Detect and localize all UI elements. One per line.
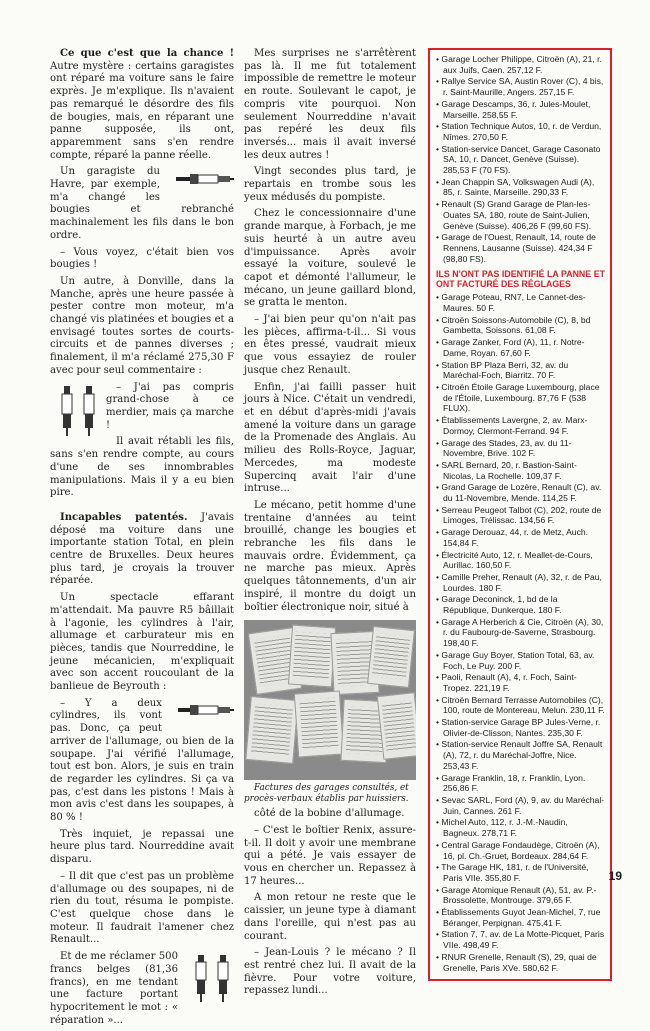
spark-plug-illustration bbox=[168, 702, 234, 723]
paragraph: Un spectacle effarant m'attendait. Ma pauvre R5 bâillait à l'agonie, les cylindres à l'air, allumage et carburateur mis en pièces, tandis que Nourreddine, le jeune mécanicien, m'expliquait avec son accent roucoulant de la banlieue de Beyrouth : bbox=[50, 592, 234, 693]
article-column-1 bbox=[50, 48, 234, 1031]
garage-list-item: • Renault (S) Grand Garage de Plan-les-Ouates SA, 180, route de Saint-Julien, Genève (Suisse). 406,26 F (99,60 FS). bbox=[436, 199, 592, 231]
garage-list-item: • Station BP Plaza Berri, 32, av. du Maréchal-Foch, Biarritz. 70 F. bbox=[436, 359, 569, 381]
garage-list-item: • Station-service Renault Joffre SA, Renault (A), 72, r. du Maréchal-Joffre, Nice. 253,43 F. bbox=[436, 739, 603, 771]
spark-plugs-illustration bbox=[184, 955, 234, 1008]
garage-list-item: • Paoli, Renault (A), 4, r. Foch, Saint-Tropez. 221,19 F. bbox=[436, 672, 577, 693]
garage-list-item: • Station 7, 7, av. de La Motte-Picquet, Paris VIIe. 498,49 F. bbox=[436, 929, 605, 951]
garage-list-item: • Serreau Peugeot Talbot (C), 202, route de Limoges, Trélissac. 134,56 F. bbox=[436, 504, 602, 526]
garage-list-item: • Électricité Auto, 12, r. Meallet-de-Cours, Aurillac. 160,50 F. bbox=[436, 549, 593, 571]
garage-list-item: • Camille Preher, Renault (A), 32, r. de Pau, Lourdes. 180 F. bbox=[436, 571, 602, 593]
garage-list-item: • Michel Auto, 112, r. J.-M.-Naudin, Bagneux. 278,71 F. bbox=[436, 817, 568, 839]
garage-list-item: • SARL Bernard, 20, r. Bastion-Saint-Nicolas, La Rochelle. 109,37 F. bbox=[436, 459, 577, 481]
garage-list-item: • Garage Guy Boyer, Station Total, 63, av. Foch, Le Puy. 200 F. bbox=[436, 649, 595, 671]
paragraph-text: Et de me réclamer 500 francs belges (81,36 francs), en me tendant une facture portant hypocritement le mot : « réparation »... bbox=[50, 951, 178, 1026]
garage-list-item: • Garage Derouaz, 44, r. de Metz, Auch. 154,84 F. bbox=[436, 527, 589, 548]
garage-list-item: • Garage Descamps, 36, r. Jules-Moulet, Marseille. 258,55 F. bbox=[436, 98, 591, 120]
garage-list-item: • Central Garage Fondaudège, Citroën (A), 16, pl. Ch.-Gruet, Bordeaux. 284,64 F. bbox=[436, 839, 600, 861]
page-number: 19 bbox=[608, 869, 622, 883]
paragraph: Enfin, j'ai failli passer huit jours à Nice. C'était un vendredi, et en début d'après-midi j'avais amené la voiture dans un garage de la Promenade des Anglais. Au milieu des Rolls-Royce, Jaguar, Mercedes, ma modeste Supercinq avait l'air d'une intruse... bbox=[244, 381, 416, 495]
garage-list-item: • Station Technique Autos, 10, r. de Verdun, Nîmes. 270,50 F. bbox=[436, 121, 602, 142]
paragraph: – Jean-Louis ? le mécano ? Il est rentré chez lui. Il avait de la fièvre. Pour votre voiture, repassez lundi... bbox=[244, 947, 416, 997]
box-heading: ILS N'ONT PAS IDENTIFIÉ LA PANNE ET ONT FACTURÉ DES RÉGLAGES bbox=[436, 269, 605, 290]
garage-list-box bbox=[428, 48, 612, 981]
paragraph-text: – Y a deux cylindres, ils vont pas. Donc, ça peut arriver de l'allumage, ou bien de la soupape. J'ai vérifié l'allumage, tout est bon. Alors, je suis en train de regarder les cylindres. Si ça va pas, c'est dans les pistons ! Mais à mon avis c'est dans les soupapes, à 80 % ! bbox=[50, 697, 234, 824]
garage-list-item: • Garage Locher Philippe, Citroën (A), 21, r. aux Juifs, Caen. 257,12 F. bbox=[436, 54, 602, 75]
garage-list-item: • Garage Poteau, RN7, Le Cannet-des-Maures. 50 F. bbox=[436, 292, 586, 314]
paragraph: Il avait rétabli les fils, sans s'en rendre compte, au cours d'une de ses innombrables manipulations. Mais il y a eu bien pire. bbox=[50, 436, 234, 499]
paragraph-text: – J'ai pas compris grand-chose à ce merdier, mais ça marche ! bbox=[106, 381, 234, 431]
paragraph: Le mécano, petit homme d'une trentaine d'années au teint brouillé, change les bougies et rebranche les fils dans le mauvais ordre. Évidemment, ça ne marche pas mieux. Après quelques tâtonnements, d'un air inspiré, il montre du doigt un boîtier électronique noir, situé à bbox=[244, 499, 416, 613]
garage-list-item: • Garage Franklin, 18, r. Franklin, Lyon. 256,86 F. bbox=[436, 772, 586, 794]
garage-list-item: • Garage Deconinck, 1, bd de la République, Dunkerque. 180 F. bbox=[436, 594, 562, 616]
paragraph bbox=[50, 512, 234, 588]
section-heading: Incapables patentés. bbox=[60, 511, 188, 523]
garage-list-item: • Station-service Garage BP Jules-Verne, r. Olivier-de-Clisson, Nantes. 235,30 F. bbox=[436, 717, 601, 738]
garage-list-item: • Établissements Guyot Jean-Michel, 7, rue Béranger, Perpignan. 475,41 F. bbox=[436, 907, 601, 928]
garage-list-item: • Citroën Étoile Garage Luxembourg, place de l'Étoile, Luxembourg. 87,76 F (538 FLUX). bbox=[436, 381, 600, 414]
invoices-photo bbox=[244, 620, 416, 780]
garage-list-item: • Garage A Herberich & Cie, Citroën (A), 30, r. du Faubourg-de-Saverne, Strasbourg. 198,40 F. bbox=[436, 616, 604, 649]
paragraph: Vingt secondes plus tard, je repartais en trombe sous les yeux médusés du pompiste. bbox=[244, 166, 416, 203]
paragraph: Chez le concessionnaire d'une grande marque, à Forbach, je me suis heurté à un autre aveu d'impuissance. Après avoir essayé la voiture, soulevé le capot et démonté l'allumeur, le mécano, un jeune gaillard blond, se gratta le menton. bbox=[244, 208, 416, 309]
garage-list-item: • Citroën Bernard Terrasse Automobiles (C), 100, route de Montereau, Melun. 230,11 F. bbox=[436, 694, 605, 716]
article-column-2 bbox=[244, 48, 416, 1002]
paragraph: – Vous voyez, c'était bien vos bougies ! bbox=[50, 246, 234, 271]
garage-list-item: • Station-service Dancet, Garage Casonato SA, 10, r. Dancet, Genève (Suisse). 285,53 F (70 FS). bbox=[436, 143, 601, 176]
garage-list-item: • RNUR Grenelle, Renault (S), 29, quai de Grenelle, Paris XVe. 580,62 F. bbox=[436, 951, 597, 973]
photo-caption: Factures des garages consultés, et procès-verbaux établis par huissiers. bbox=[244, 783, 409, 804]
paragraph bbox=[50, 698, 234, 825]
garage-list-repaired bbox=[436, 54, 605, 264]
paragraph-text: J'avais déposé ma voiture dans une importante station Total, en plein centre de Bruxelles. Deux heures plus tard, je croyais la trouver réparée. bbox=[50, 511, 234, 587]
garage-list-not-identified bbox=[436, 292, 605, 973]
garage-list-item: • Garage de l'Ouest, Renault, 14, route de Rennens, Lausanne (Suisse). 424,34 F (98,80 FS). bbox=[436, 232, 596, 264]
garage-list-item: • The Garage HK, 181, r. de l'Université, Paris VIIe. 355,80 F. bbox=[436, 862, 589, 883]
garage-list-item: • Garage Zanker, Ford (A), 11, r. Notre-Dame, Royan. 67,60 F. bbox=[436, 337, 585, 358]
paragraph bbox=[50, 382, 234, 433]
paragraph: A mon retour ne reste que le caissier, un jeune type à diamant dans l'oreille, qui n'est pas au courant. bbox=[244, 892, 416, 942]
garage-list-column bbox=[428, 48, 612, 981]
section-heading: Ce que c'est que la chance ! bbox=[60, 48, 234, 59]
garage-list-item: • Garage des Stades, 23, av. du 11-Novembre, Brive. 102 F. bbox=[436, 437, 572, 459]
garage-list-item: • Établissements Lavergne, 2, av. Marx-Dormoy, Clermont-Ferrand. 94 F. bbox=[436, 415, 588, 436]
garage-list-item: • Rallye Service SA, Austin Rover (C), 4 bis, r. Saint-Maurille, Angers. 257,15 F. bbox=[436, 76, 604, 98]
paragraph: – C'est le boîtier Renix, assure-t-il. Il doit y avoir une membrane qui a pété. Je vais essayer de vous en chercher un. Repassez à 17 heures... bbox=[244, 824, 416, 887]
paragraph-text: Un garagiste du Havre, par exemple, m'a changé les bougies et rebranché machinalement les fils dans le bon ordre. bbox=[50, 166, 234, 241]
paragraph: Un autre, à Donville, dans la Manche, après une heure passée à pester contre mon moteur, m'a changé vis platinées et bougies et a envisagé toutes sortes de courts-circuits et de pannes diverses ; finalement, il m'a réclamé 275,30 F avec pour seul commentaire : bbox=[50, 275, 234, 376]
spark-plugs-illustration bbox=[50, 386, 100, 443]
garage-list-item: • Jean Chappin SA, Volkswagen Audi (A), 85, r. Sainte, Marseille. 290,33 F. bbox=[436, 176, 595, 198]
paragraph-text: Autre mystère : certains garagistes ont réparé ma voiture sans le faire exprès. Je m'explique. Ils n'avaient pas remarqué le désordre des fils de bougies, mais, en réparant une panne supposée, ils ont, apparemment sans s'en rendre compte, réparé la panne réelle. bbox=[50, 60, 234, 161]
paragraph bbox=[50, 166, 234, 242]
paragraph: côté de la bobine d'allumage. bbox=[254, 808, 405, 820]
spark-plug-illustration bbox=[166, 170, 234, 193]
garage-list-item: • Grand Garage de Lozère, Renault (C), av. du 11-Novembre, Mende. 114,25 F. bbox=[436, 482, 602, 504]
garage-list-item: • Sevac SARL, Ford (A), 9, av. du Maréchal-Juin, Cannes. 261 F. bbox=[436, 795, 605, 816]
paragraph: – J'ai bien peur qu'on n'ait pas les pièces, affirma-t-il... Si vous en êtes pressé, vaudrait mieux que vous essayiez de rouler jusque chez Renault. bbox=[244, 314, 416, 376]
paragraph bbox=[50, 951, 234, 1027]
garage-list-item: • Citroën Soissons-Automobile (C), 8, bd Gambetta, Soissons. 61,08 F. bbox=[436, 314, 591, 336]
paragraph: – Il dit que c'est pas un problème d'allumage ou des soupapes, ni de rien du tout, résuma le pompiste. C'est quelque chose dans le moteur. Il faudrait l'amener chez Renault... bbox=[50, 870, 234, 946]
paragraph: Très inquiet, je repassai une heure plus tard. Nourreddine avait disparu. bbox=[50, 828, 234, 866]
paragraph bbox=[50, 48, 234, 162]
garage-list-item: • Garage Atomique Renault (A), 51, av. P.-Brossolette, Montrouge. 379,65 F. bbox=[436, 884, 597, 906]
paragraph: Mes surprises ne s'arrêtèrent pas là. Il me fut totalement impossible de remettre le moteur en route. Soulevant le capot, je compris vite pourquoi. Non seulement Nourreddine n'avait pas repéré les deux fils inversés... mais il avait inversé les deux autres ! bbox=[244, 48, 416, 161]
